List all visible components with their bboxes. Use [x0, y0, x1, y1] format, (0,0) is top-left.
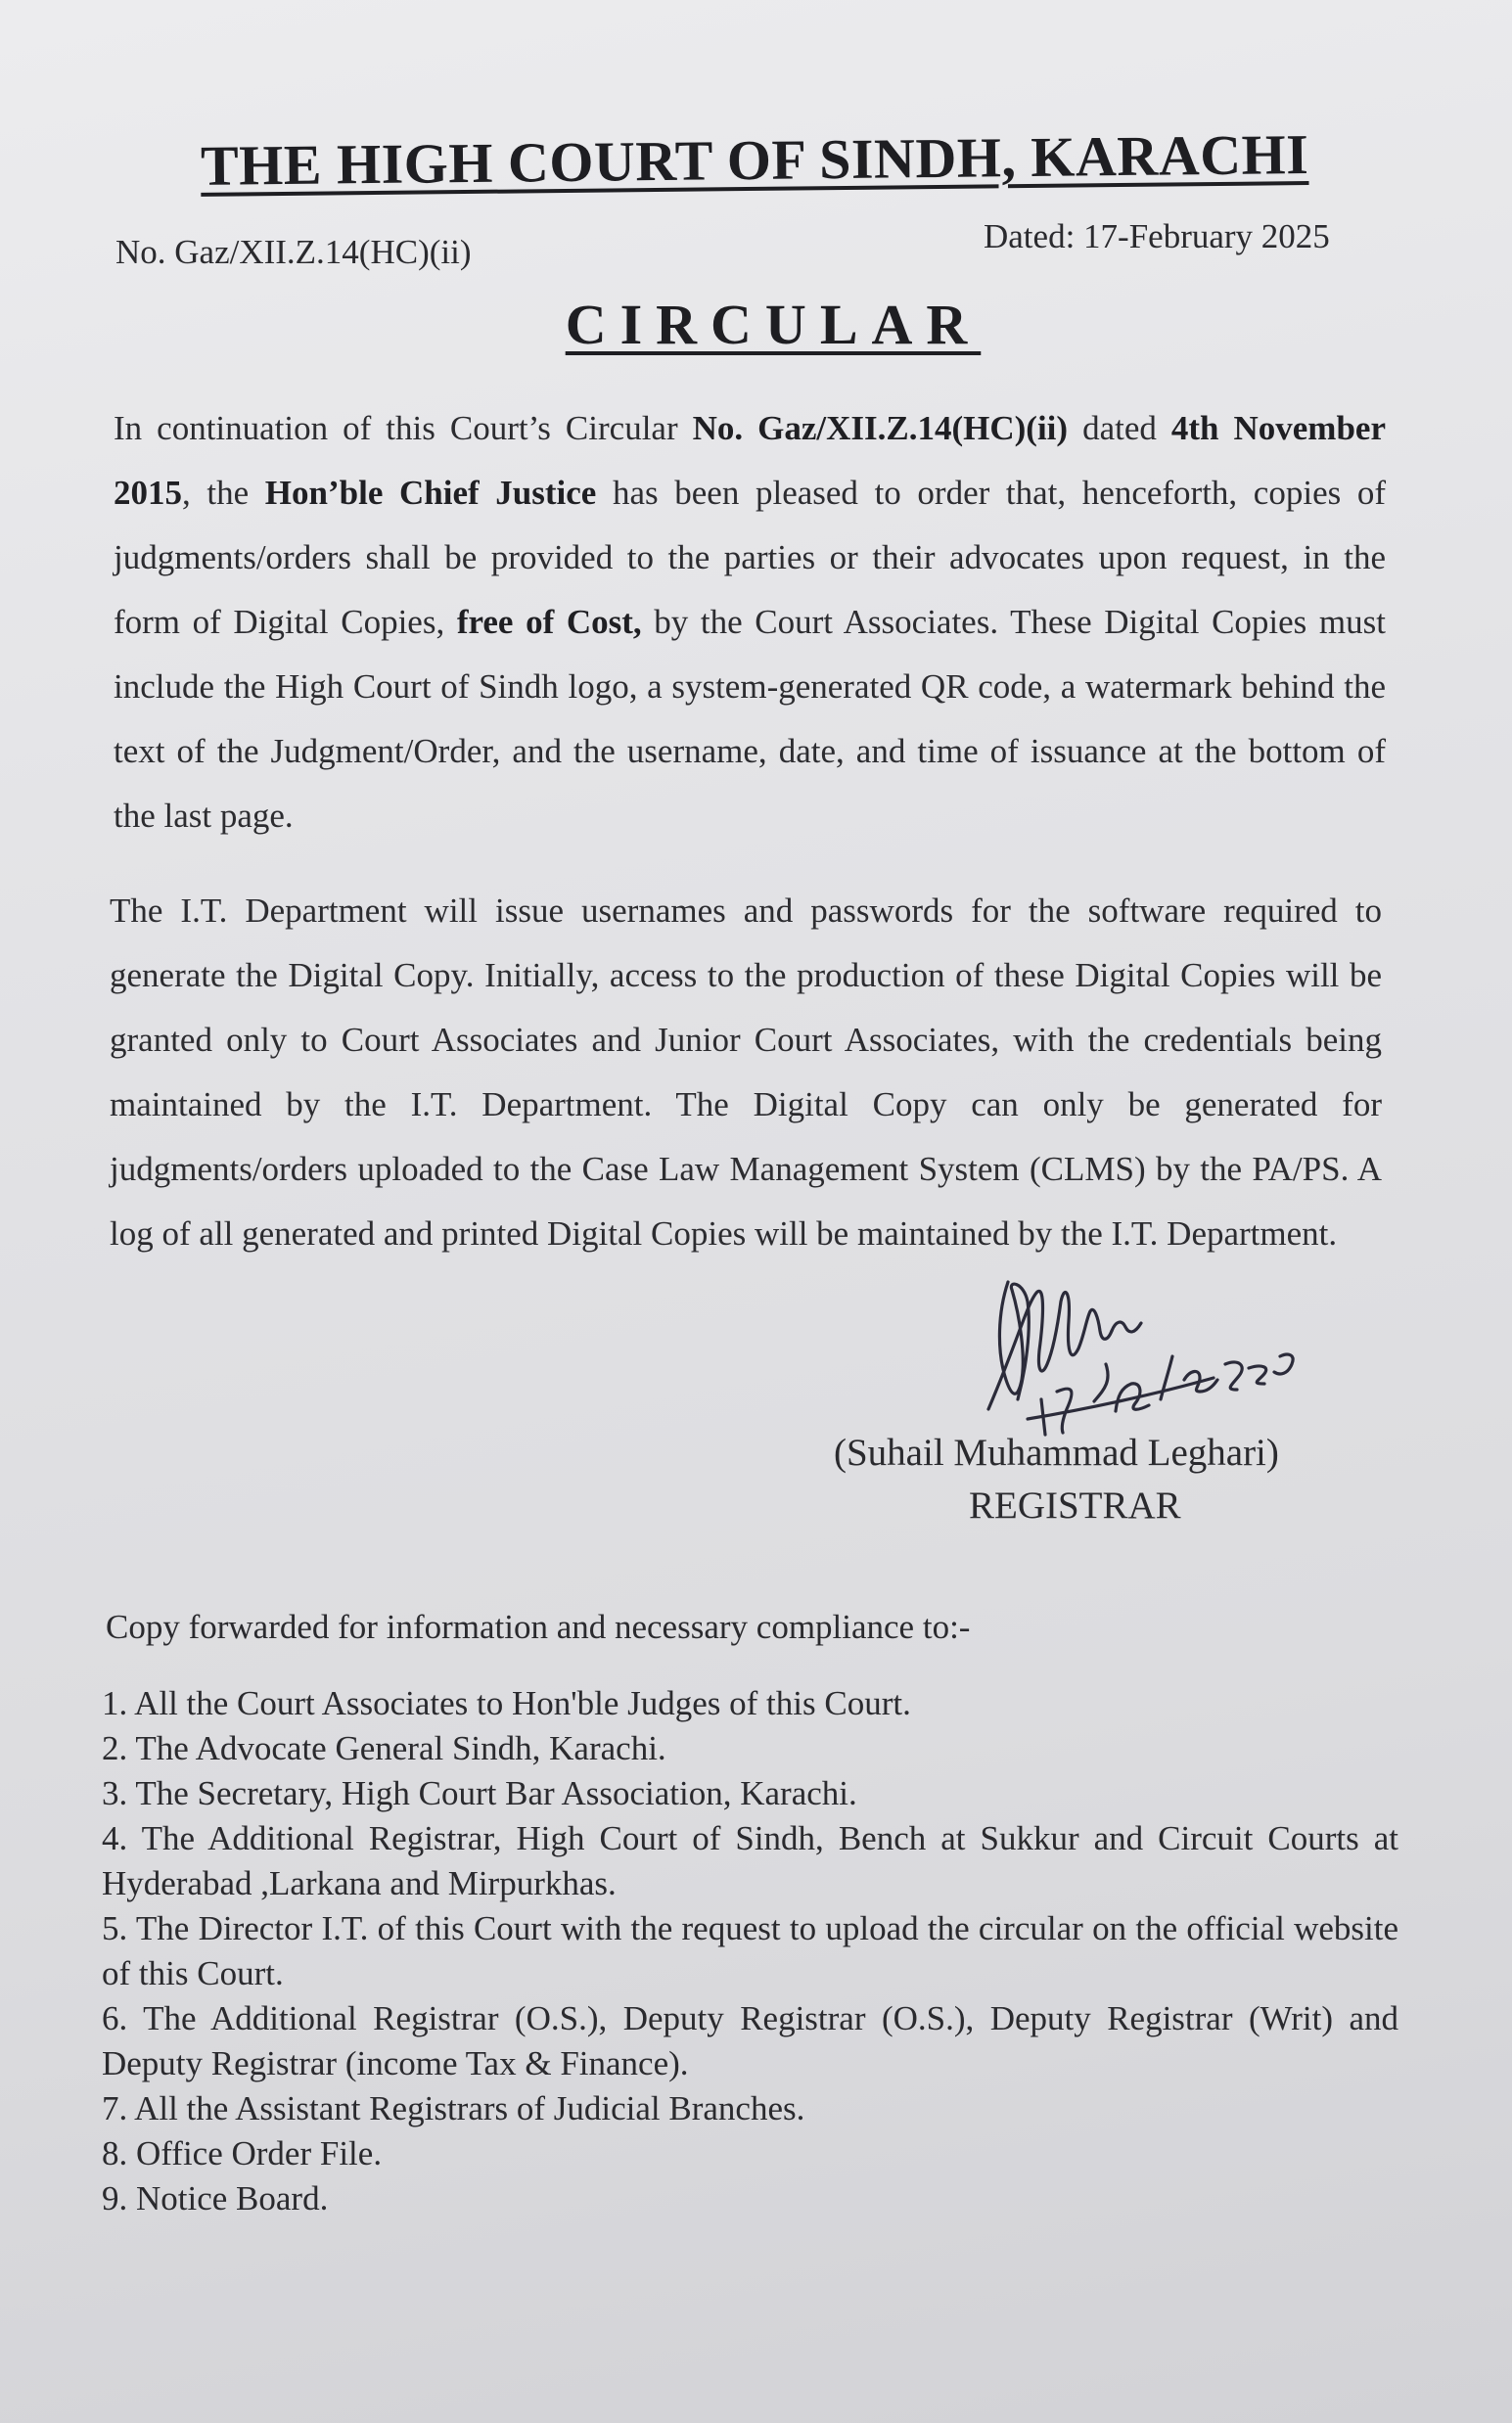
copy-forwarded-heading: Copy forwarded for information and necessary compliance to:-	[106, 1608, 971, 1646]
paragraph-1-text-4: has been pleased to order that, henceforth, copies of judgments/orders shall be provided to the parties or their advocates upon request, in the form of Digital Copies,	[114, 474, 1387, 641]
list-item: 1. All the Court Associates to Hon'ble Judges of this Court.	[102, 1684, 911, 1722]
paragraph-2: The I.T. Department will issue usernames and passwords for the software required to generate the Digital Copy. Initially, access to the production of these Digital Copies will be granted only to Court Associates and Junior Court Associates, with the credentials being maintained by the I.T. Department. The Digital Copy can only be generated for judgments/orders uploaded to the Case Law Management System (CLMS) by the PA/PS. A log of all generated and printed Digital Copies will be maintained by the I.T. Department.	[110, 891, 1382, 1253]
list-item: 2. The Advocate General Sindh, Karachi.	[102, 1729, 666, 1767]
paragraph-1-bold-chief-justice: Hon’ble Chief Justice	[264, 474, 597, 512]
list-item: 3. The Secretary, High Court Bar Association, Karachi.	[102, 1774, 857, 1812]
registrar-signature	[969, 1262, 1351, 1439]
signatory-title: REGISTRAR	[969, 1485, 1181, 1527]
date-line: Dated: 17-February 2025	[984, 217, 1330, 255]
paragraph-1-bold-date: 4th November 2015	[114, 409, 1386, 512]
circular-title: CIRCULAR	[565, 293, 982, 356]
copy-forwarded-list	[102, 1681, 1398, 2221]
reference-number: No. Gaz/XII.Z.14(HC)(ii)	[115, 233, 472, 271]
signatory-name: (Suhail Muhammad Leghari)	[834, 1432, 1279, 1474]
list-item: 4. The Additional Registrar, High Court of Sindh, Bench at Sukkur and Circuit Courts at Hyderabad ,Larkana and Mirpurkhas.	[102, 1819, 1398, 1902]
list-item: 6. The Additional Registrar (O.S.), Deputy Registrar (O.S.), Deputy Registrar (Writ) and Deputy Registrar (income Tax & Finance).	[102, 1999, 1398, 2082]
list-item: 9. Notice Board.	[102, 2179, 329, 2217]
paragraph-1-text-5: by the Court Associates. These Digital Copies must include the High Court of Sindh logo, a system-generated QR code, a watermark behind the text of the Judgment/Order, and the username, date, and time of issuance at the bottom of the last page.	[114, 603, 1386, 835]
paragraph-1-bold-free-of-cost: free of Cost,	[456, 603, 642, 641]
list-item: 7. All the Assistant Registrars of Judicial Branches.	[102, 2089, 805, 2127]
list-item: 5. The Director I.T. of this Court with the request to upload the circular on the official website of this Court.	[102, 1909, 1398, 1992]
paragraph-1-bold-ref: No. Gaz/XII.Z.14(HC)(ii)	[692, 409, 1069, 447]
court-title: THE HIGH COURT OF SINDH, KARACHI	[200, 122, 1309, 198]
list-item: 8. Office Order File.	[102, 2134, 383, 2172]
paragraph-1-text-1: In continuation of this Court’s Circular	[114, 409, 693, 447]
paragraph-1-text-2: dated	[1068, 409, 1171, 447]
paragraph-1-text-3: , the	[182, 474, 265, 512]
paragraph-1	[114, 396, 1386, 848]
